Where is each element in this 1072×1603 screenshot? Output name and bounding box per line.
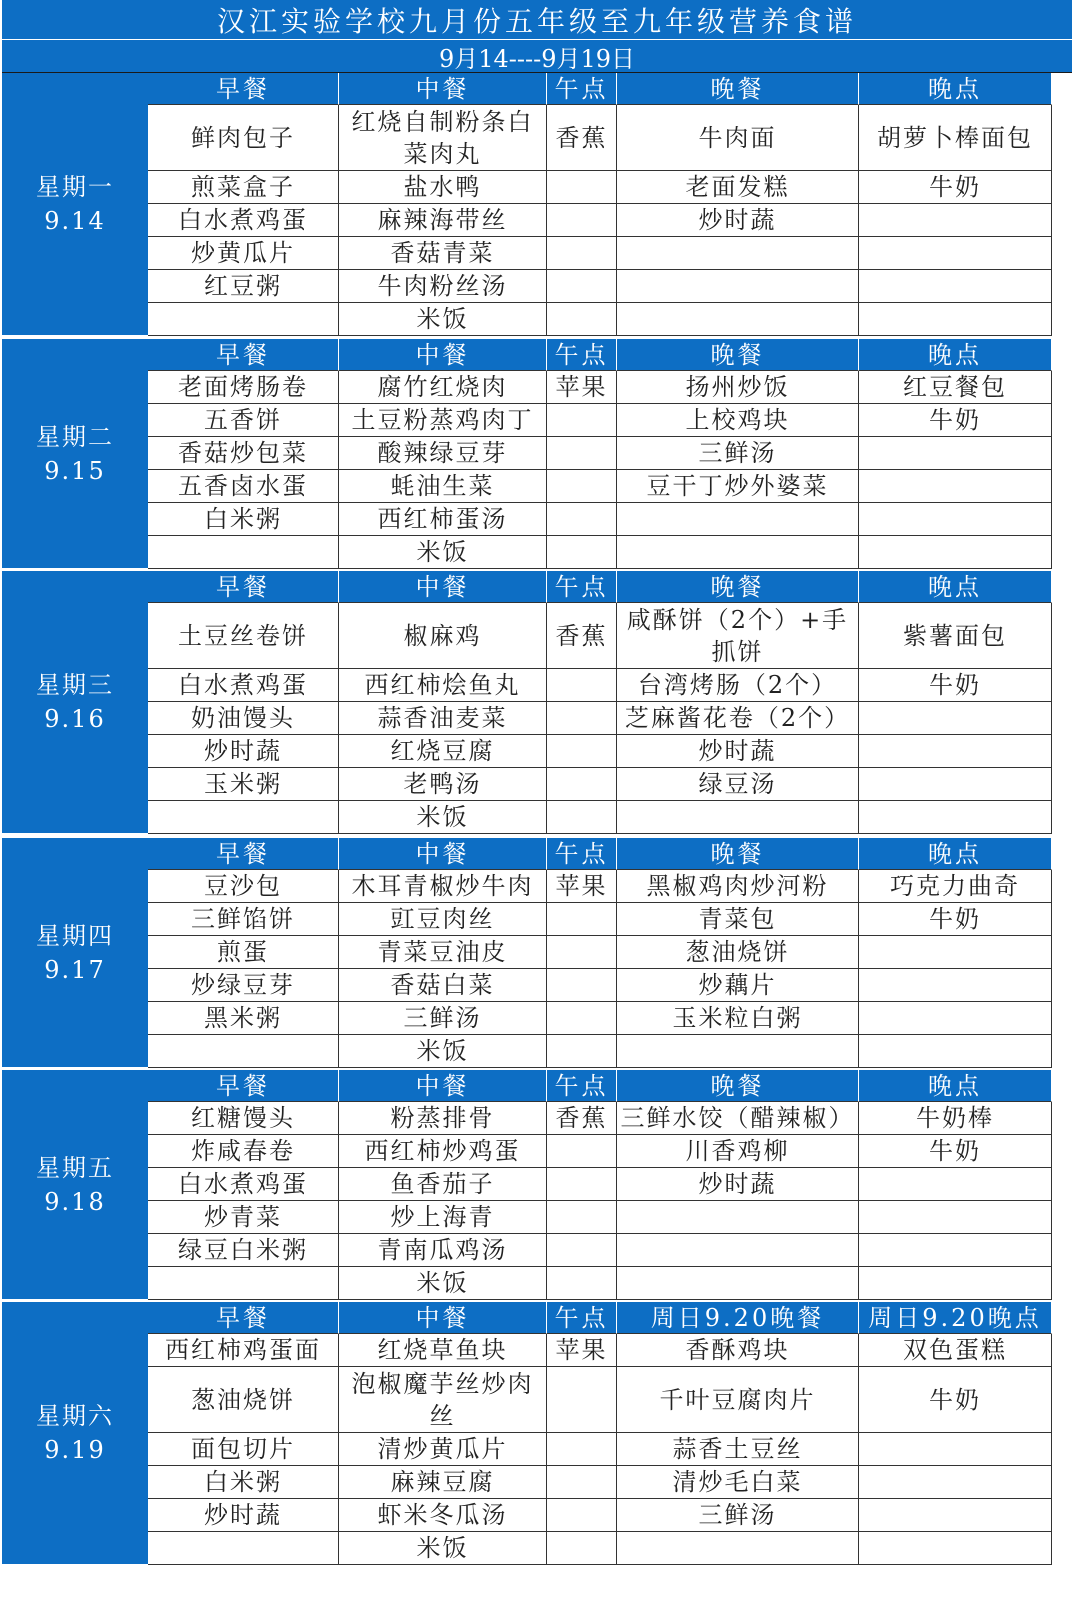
day-date: 9.17 (44, 955, 106, 984)
menu-cell-snack (547, 735, 617, 768)
menu-title: 汉江实验学校九月份五年级至九年级营养食谱 (2, 0, 1072, 40)
menu-cell-dinner: 三鲜水饺（醋辣椒） (617, 1102, 859, 1135)
menu-cell-snack (547, 702, 617, 735)
menu-cell-lunch: 麻辣海带丝 (339, 204, 547, 237)
column-header-lunch: 中餐 (339, 1070, 547, 1102)
menu-cell-lunch: 米饭 (339, 801, 547, 834)
menu-cell-breakfast: 西红柿鸡蛋面 (148, 1334, 339, 1367)
menu-cell-breakfast: 白水煮鸡蛋 (148, 1168, 339, 1201)
day-block (2, 73, 1072, 336)
menu-cell-night-snack (859, 1499, 1052, 1532)
menu-cell-dinner (617, 1234, 859, 1267)
menu-cell-night-snack (859, 204, 1052, 237)
menu-cell-night-snack (859, 503, 1052, 536)
menu-cell-dinner: 千叶豆腐肉片 (617, 1367, 859, 1433)
day-date: 9.15 (44, 456, 106, 485)
day-name: 星期二 (36, 422, 114, 451)
menu-cell-snack (547, 768, 617, 801)
menu-cell-lunch: 粉蒸排骨 (339, 1102, 547, 1135)
day-date: 9.16 (44, 705, 106, 733)
day-name: 星期五 (36, 1153, 114, 1182)
menu-cell-lunch: 鱼香茄子 (339, 1168, 547, 1201)
menu-cell-lunch: 炒上海青 (339, 1201, 547, 1234)
menu-cell-night-snack (859, 702, 1052, 735)
menu-cell-snack (547, 1002, 617, 1035)
menu-cell-snack (547, 1466, 617, 1499)
menu-cell-breakfast: 炒黄瓜片 (148, 237, 339, 270)
column-header-breakfast: 早餐 (148, 73, 339, 105)
day-label (2, 1302, 148, 1565)
day-label (2, 1070, 148, 1300)
menu-cell-snack (547, 1168, 617, 1201)
menu-cell-lunch: 木耳青椒炒牛肉 (339, 870, 547, 903)
menu-cell-snack (547, 503, 617, 536)
menu-cell-dinner: 上校鸡块 (617, 404, 859, 437)
day-label (2, 838, 148, 1068)
menu-cell-snack (547, 936, 617, 969)
menu-cell-night-snack: 牛奶 (859, 404, 1052, 437)
menu-cell-dinner: 玉米粒白粥 (617, 1002, 859, 1035)
menu-cell-lunch: 米饭 (339, 536, 547, 569)
day-block (2, 571, 1072, 834)
menu-cell-lunch: 土豆粉蒸鸡肉丁 (339, 404, 547, 437)
menu-cell-dinner: 青菜包 (617, 903, 859, 936)
menu-cell-snack: 苹果 (547, 1334, 617, 1367)
menu-cell-dinner: 芝麻酱花卷（2个） (617, 702, 859, 735)
menu-cell-snack (547, 1201, 617, 1234)
menu-cell-breakfast: 五香卤水蛋 (148, 470, 339, 503)
menu-cell-breakfast: 奶油馒头 (148, 702, 339, 735)
day-name: 星期四 (36, 921, 114, 950)
menu-cell-breakfast: 白米粥 (148, 503, 339, 536)
menu-cell-dinner: 蒜香土豆丝 (617, 1433, 859, 1466)
menu-cell-dinner (617, 1201, 859, 1234)
menu-cell-lunch: 三鲜汤 (339, 1002, 547, 1035)
column-header-night-snack: 周日9.20晚点 (859, 1302, 1052, 1334)
menu-cell-lunch: 米饭 (339, 1532, 547, 1565)
menu-cell-dinner: 香酥鸡块 (617, 1334, 859, 1367)
menu-cell-breakfast: 白水煮鸡蛋 (148, 204, 339, 237)
menu-cell-night-snack: 牛奶棒 (859, 1102, 1052, 1135)
menu-cell-snack (547, 536, 617, 569)
menu-cell-dinner: 绿豆汤 (617, 768, 859, 801)
menu-cell-snack (547, 1532, 617, 1565)
menu-cell-snack (547, 303, 617, 336)
menu-cell-dinner: 台湾烤肠（2个） (617, 669, 859, 702)
menu-cell-snack (547, 801, 617, 834)
menu-cell-dinner: 葱油烧饼 (617, 936, 859, 969)
menu-cell-breakfast: 炸咸春卷 (148, 1135, 339, 1168)
menu-cell-lunch: 豇豆肉丝 (339, 903, 547, 936)
menu-cell-breakfast: 黑米粥 (148, 1002, 339, 1035)
menu-cell-dinner: 咸酥饼（2个）+手抓饼 (617, 603, 859, 669)
menu-cell-breakfast: 煎菜盒子 (148, 171, 339, 204)
menu-cell-breakfast (148, 1532, 339, 1565)
menu-cell-dinner: 炒时蔬 (617, 735, 859, 768)
menu-cell-dinner: 扬州炒饭 (617, 371, 859, 404)
menu-cell-breakfast: 鲜肉包子 (148, 105, 339, 171)
day-name: 星期一 (36, 173, 114, 201)
menu-cell-snack (547, 1267, 617, 1300)
column-header-night-snack: 晚点 (859, 73, 1052, 105)
menu-cell-lunch: 青菜豆油皮 (339, 936, 547, 969)
menu-cell-snack (547, 404, 617, 437)
menu-cell-breakfast: 三鲜馅饼 (148, 903, 339, 936)
menu-cell-breakfast: 红糖馒头 (148, 1102, 339, 1135)
menu-cell-breakfast: 炒绿豆芽 (148, 969, 339, 1002)
column-header-dinner: 周日9.20晚餐 (617, 1302, 859, 1334)
menu-cell-dinner (617, 536, 859, 569)
menu-cell-night-snack: 牛奶 (859, 1367, 1052, 1433)
day-name: 星期六 (36, 1402, 114, 1430)
menu-cell-night-snack: 巧克力曲奇 (859, 870, 1052, 903)
menu-cell-lunch: 红烧草鱼块 (339, 1334, 547, 1367)
menu-cell-breakfast: 土豆丝卷饼 (148, 603, 339, 669)
menu-cell-dinner: 三鲜汤 (617, 437, 859, 470)
menu-cell-night-snack: 牛奶 (859, 171, 1052, 204)
menu-cell-breakfast: 葱油烧饼 (148, 1367, 339, 1433)
menu-cell-lunch: 西红柿烩鱼丸 (339, 669, 547, 702)
column-header-snack: 午点 (547, 571, 617, 603)
column-header-lunch: 中餐 (339, 1302, 547, 1334)
menu-cell-lunch: 清炒黄瓜片 (339, 1433, 547, 1466)
menu-cell-snack (547, 969, 617, 1002)
menu-cell-night-snack (859, 1234, 1052, 1267)
day-label (2, 339, 148, 569)
menu-cell-lunch: 老鸭汤 (339, 768, 547, 801)
menu-cell-snack: 苹果 (547, 371, 617, 404)
menu-cell-breakfast: 煎蛋 (148, 936, 339, 969)
menu-cell-snack: 苹果 (547, 870, 617, 903)
menu-cell-breakfast: 炒时蔬 (148, 735, 339, 768)
menu-cell-snack (547, 1135, 617, 1168)
menu-cell-breakfast (148, 303, 339, 336)
column-header-breakfast: 早餐 (148, 1302, 339, 1334)
menu-cell-lunch: 蒜香油麦菜 (339, 702, 547, 735)
day-block (2, 1302, 1072, 1565)
column-header-dinner: 晚餐 (617, 1070, 859, 1102)
menu-cell-night-snack (859, 1532, 1052, 1565)
menu-cell-lunch: 蚝油生菜 (339, 470, 547, 503)
menu-cell-night-snack (859, 470, 1052, 503)
menu-cell-night-snack: 牛奶 (859, 669, 1052, 702)
menu-cell-breakfast: 五香饼 (148, 404, 339, 437)
menu-cell-lunch: 青南瓜鸡汤 (339, 1234, 547, 1267)
column-header-night-snack: 晚点 (859, 339, 1052, 371)
menu-cell-snack: 香蕉 (547, 1102, 617, 1135)
menu-cell-night-snack (859, 936, 1052, 969)
day-date: 9.19 (44, 1436, 106, 1464)
menu-cell-dinner: 川香鸡柳 (617, 1135, 859, 1168)
column-header-breakfast: 早餐 (148, 339, 339, 371)
menu-cell-snack (547, 1367, 617, 1433)
menu-cell-night-snack (859, 536, 1052, 569)
menu-cell-breakfast: 白水煮鸡蛋 (148, 669, 339, 702)
menu-cell-lunch: 西红柿蛋汤 (339, 503, 547, 536)
menu-cell-dinner: 清炒毛白菜 (617, 1466, 859, 1499)
menu-cell-breakfast (148, 536, 339, 569)
menu-cell-snack (547, 1234, 617, 1267)
menu-cell-night-snack (859, 1433, 1052, 1466)
menu-cell-snack (547, 237, 617, 270)
column-header-night-snack: 晚点 (859, 1070, 1052, 1102)
menu-cell-dinner: 炒时蔬 (617, 204, 859, 237)
column-header-breakfast: 早餐 (148, 1070, 339, 1102)
menu-cell-night-snack (859, 1002, 1052, 1035)
menu-cell-dinner (617, 1532, 859, 1565)
menu-cell-lunch: 腐竹红烧肉 (339, 371, 547, 404)
column-header-snack: 午点 (547, 838, 617, 870)
menu-cell-breakfast: 香菇炒包菜 (148, 437, 339, 470)
menu-cell-night-snack (859, 1035, 1052, 1068)
menu-cell-night-snack (859, 270, 1052, 303)
menu-cell-lunch: 泡椒魔芋丝炒肉丝 (339, 1367, 547, 1433)
column-header-breakfast: 早餐 (148, 838, 339, 870)
menu-cell-breakfast: 老面烤肠卷 (148, 371, 339, 404)
column-header-snack: 午点 (547, 1302, 617, 1334)
column-header-dinner: 晚餐 (617, 73, 859, 105)
menu-cell-night-snack: 双色蛋糕 (859, 1334, 1052, 1367)
column-header-dinner: 晚餐 (617, 838, 859, 870)
day-block (2, 838, 1072, 1068)
menu-cell-snack (547, 171, 617, 204)
menu-cell-breakfast: 绿豆白米粥 (148, 1234, 339, 1267)
menu-cell-lunch: 米饭 (339, 1035, 547, 1068)
menu-cell-lunch: 香菇白菜 (339, 969, 547, 1002)
menu-cell-breakfast (148, 1267, 339, 1300)
menu-cell-breakfast: 红豆粥 (148, 270, 339, 303)
menu-cell-night-snack (859, 1267, 1052, 1300)
day-block (2, 1070, 1072, 1300)
menu-cell-lunch: 红烧自制粉条白菜肉丸 (339, 105, 547, 171)
menu-cell-snack (547, 903, 617, 936)
column-header-snack: 午点 (547, 339, 617, 371)
menu-cell-dinner (617, 303, 859, 336)
menu-cell-snack (547, 1035, 617, 1068)
column-header-night-snack: 晚点 (859, 571, 1052, 603)
menu-cell-lunch: 酸辣绿豆芽 (339, 437, 547, 470)
menu-cell-lunch: 椒麻鸡 (339, 603, 547, 669)
menu-cell-dinner: 老面发糕 (617, 171, 859, 204)
menu-cell-snack (547, 669, 617, 702)
menu-cell-snack (547, 204, 617, 237)
column-header-lunch: 中餐 (339, 73, 547, 105)
menu-cell-dinner (617, 1035, 859, 1068)
menu-cell-night-snack (859, 1466, 1052, 1499)
menu-cell-dinner (617, 1267, 859, 1300)
menu-cell-night-snack (859, 1168, 1052, 1201)
column-header-lunch: 中餐 (339, 339, 547, 371)
menu-cell-dinner: 炒藕片 (617, 969, 859, 1002)
day-block (2, 339, 1072, 569)
day-label (2, 571, 148, 834)
column-header-lunch: 中餐 (339, 838, 547, 870)
column-header-night-snack: 晚点 (859, 838, 1052, 870)
column-header-snack: 午点 (547, 73, 617, 105)
day-date: 9.18 (44, 1187, 106, 1216)
menu-cell-dinner (617, 503, 859, 536)
menu-cell-lunch: 虾米冬瓜汤 (339, 1499, 547, 1532)
menu-cell-lunch: 西红柿炒鸡蛋 (339, 1135, 547, 1168)
menu-cell-lunch: 红烧豆腐 (339, 735, 547, 768)
menu-cell-night-snack (859, 735, 1052, 768)
menu-cell-night-snack: 红豆餐包 (859, 371, 1052, 404)
menu-cell-breakfast: 白米粥 (148, 1466, 339, 1499)
day-label (2, 73, 148, 336)
day-name: 星期三 (36, 671, 114, 699)
menu-cell-dinner: 黑椒鸡肉炒河粉 (617, 870, 859, 903)
menu-cell-dinner: 牛肉面 (617, 105, 859, 171)
day-date: 9.14 (44, 207, 106, 235)
menu-cell-snack (547, 437, 617, 470)
column-header-lunch: 中餐 (339, 571, 547, 603)
menu-cell-snack (547, 1499, 617, 1532)
menu-cell-night-snack (859, 303, 1052, 336)
menu-cell-lunch: 米饭 (339, 1267, 547, 1300)
menu-cell-breakfast: 玉米粥 (148, 768, 339, 801)
menu-cell-snack (547, 270, 617, 303)
menu-cell-night-snack (859, 801, 1052, 834)
menu-cell-dinner (617, 270, 859, 303)
menu-cell-lunch: 盐水鸭 (339, 171, 547, 204)
menu-cell-night-snack: 紫薯面包 (859, 603, 1052, 669)
menu-cell-night-snack (859, 437, 1052, 470)
menu-cell-dinner: 豆干丁炒外婆菜 (617, 470, 859, 503)
column-header-snack: 午点 (547, 1070, 617, 1102)
menu-cell-night-snack (859, 237, 1052, 270)
menu-cell-lunch: 麻辣豆腐 (339, 1466, 547, 1499)
column-header-dinner: 晚餐 (617, 339, 859, 371)
menu-cell-night-snack (859, 1201, 1052, 1234)
menu-cell-dinner (617, 237, 859, 270)
menu-cell-night-snack (859, 768, 1052, 801)
menu-cell-breakfast: 豆沙包 (148, 870, 339, 903)
menu-cell-dinner (617, 801, 859, 834)
menu-cell-breakfast: 面包切片 (148, 1433, 339, 1466)
column-header-breakfast: 早餐 (148, 571, 339, 603)
menu-cell-night-snack: 胡萝卜棒面包 (859, 105, 1052, 171)
menu-cell-night-snack (859, 969, 1052, 1002)
menu-cell-night-snack: 牛奶 (859, 903, 1052, 936)
menu-cell-lunch: 牛肉粉丝汤 (339, 270, 547, 303)
menu-cell-breakfast (148, 1035, 339, 1068)
menu-cell-dinner: 三鲜汤 (617, 1499, 859, 1532)
menu-cell-lunch: 香菇青菜 (339, 237, 547, 270)
menu-cell-snack (547, 1433, 617, 1466)
column-header-dinner: 晚餐 (617, 571, 859, 603)
menu-cell-night-snack: 牛奶 (859, 1135, 1052, 1168)
menu-cell-snack (547, 470, 617, 503)
menu-cell-lunch: 米饭 (339, 303, 547, 336)
menu-cell-breakfast: 炒时蔬 (148, 1499, 339, 1532)
date-range: 9月14----9月19日 (2, 40, 1072, 73)
menu-cell-snack: 香蕉 (547, 603, 617, 669)
menu-cell-snack: 香蕉 (547, 105, 617, 171)
menu-cell-breakfast: 炒青菜 (148, 1201, 339, 1234)
menu-cell-dinner: 炒时蔬 (617, 1168, 859, 1201)
menu-cell-breakfast (148, 801, 339, 834)
